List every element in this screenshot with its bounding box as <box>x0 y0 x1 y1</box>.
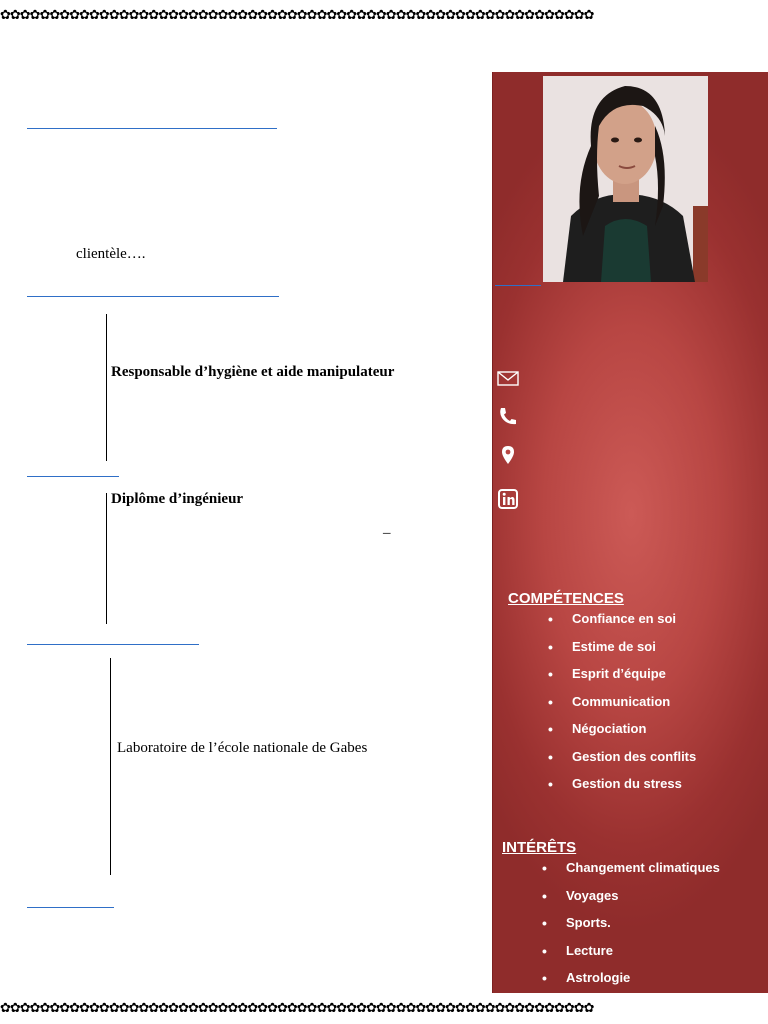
linkedin-icon <box>497 488 519 510</box>
interests-list <box>542 859 720 997</box>
location-pin-icon <box>497 444 519 466</box>
phone-icon <box>497 405 519 427</box>
list-item: • Gestion du stress <box>548 775 696 803</box>
list-item: • Communication <box>548 693 696 721</box>
list-item: • Sports. <box>542 914 720 942</box>
timeline-line-education <box>106 493 107 624</box>
top-decorative-border: ✿✿✿✿✿✿✿✿✿✿✿✿✿✿✿✿✿✿✿✿✿✿✿✿✿✿✿✿✿✿✿✿✿✿✿✿✿✿✿✿✿✿✿✿✿✿✿✿✿✿✿✿✿✿✿✿✿✿✿✿ <box>0 9 594 23</box>
profile-text: clientèle…. <box>76 246 146 262</box>
education-dash: – <box>383 525 391 541</box>
list-item: • Esprit d’équipe <box>548 665 696 693</box>
timeline-line-projects <box>110 658 111 875</box>
list-item: • Astrologie <box>542 969 720 997</box>
profile-photo <box>543 76 708 282</box>
section-rule-projects <box>27 644 199 645</box>
timeline-line-experience <box>106 314 107 461</box>
bottom-decorative-border: ✿✿✿✿✿✿✿✿✿✿✿✿✿✿✿✿✿✿✿✿✿✿✿✿✿✿✿✿✿✿✿✿✿✿✿✿✿✿✿✿✿✿✿✿✿✿✿✿✿✿✿✿✿✿✿✿✿✿✿✿ <box>0 1002 594 1016</box>
list-item: • Gestion des conflits <box>548 748 696 776</box>
envelope-icon <box>497 367 519 389</box>
skills-list <box>548 610 696 803</box>
interests-heading: INTÉRÊTS <box>502 839 577 856</box>
project-lab: Laboratoire de l’école nationale de Gabes <box>117 740 368 756</box>
section-rule-experience <box>27 296 279 297</box>
list-item: • Voyages <box>542 887 720 915</box>
section-rule-education <box>27 476 119 477</box>
sidebar-rule <box>495 285 541 286</box>
section-rule-profile <box>27 128 277 129</box>
education-degree: Diplôme d’ingénieur <box>111 491 244 507</box>
list-item: • Changement climatiques <box>542 859 720 887</box>
section-rule-languages <box>27 907 114 908</box>
list-item: • Confiance en soi <box>548 610 696 638</box>
list-item: • Lecture <box>542 942 720 970</box>
experience-role: Responsable d’hygiène et aide manipulateur <box>111 364 395 380</box>
skills-heading: COMPÉTENCES <box>508 590 624 607</box>
list-item: • Négociation <box>548 720 696 748</box>
list-item: • Estime de soi <box>548 638 696 666</box>
